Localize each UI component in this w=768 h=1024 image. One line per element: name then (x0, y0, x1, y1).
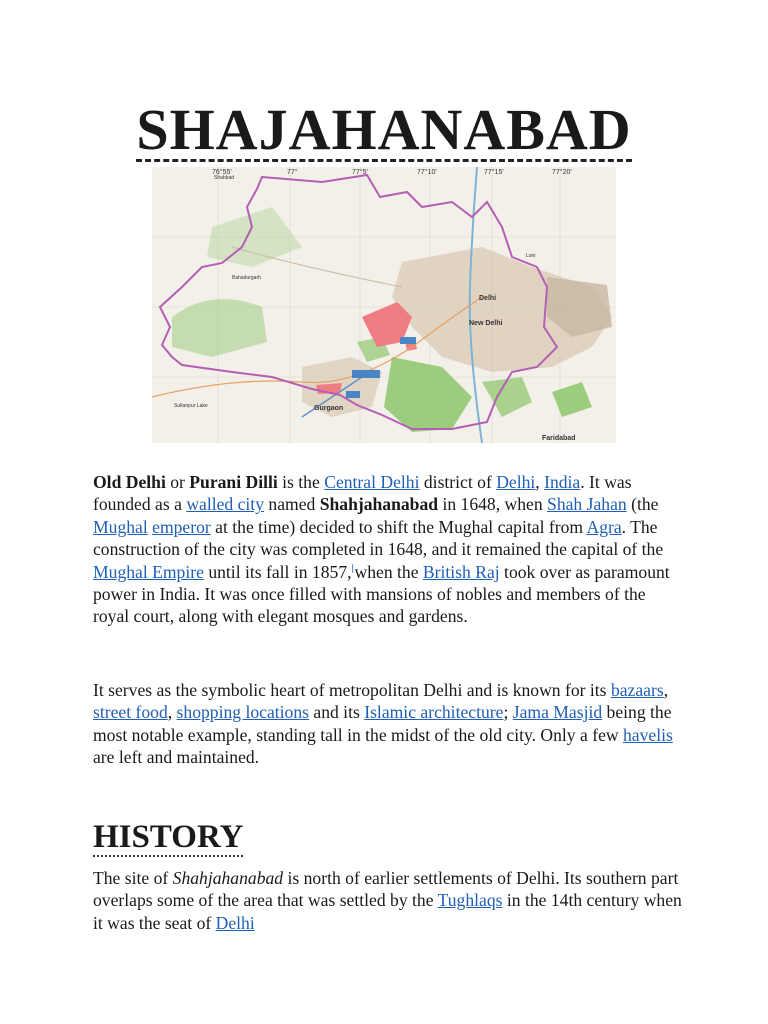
text-run: when the (354, 561, 423, 582)
text-run: . The construction of the city was completed in 1648, and it remained the capital of the (93, 516, 664, 560)
text-run: , (535, 472, 545, 492)
place-label-loni: Loni (526, 253, 536, 259)
text-run: . It was founded as a (93, 472, 632, 515)
link-central-delhi[interactable]: Central Delhi (324, 472, 420, 492)
bold-term: Old Delhi (93, 472, 166, 492)
link-jama-masjid[interactable]: Jama Masjid (512, 702, 603, 723)
intro-paragraph (93, 471, 683, 628)
link-walled-city[interactable]: walled city (186, 494, 264, 515)
link-agra[interactable]: Agra (586, 516, 622, 537)
link-street-food[interactable]: street food (93, 702, 168, 723)
link-shah-jahan[interactable]: Shah Jahan (547, 494, 627, 515)
text-run: at the time) decided to shift the Mughal capital from (210, 516, 587, 537)
text-run: (the (626, 494, 659, 515)
link-shopping-locations[interactable]: shopping locations (176, 702, 309, 723)
text-run: is the (277, 472, 325, 492)
link-delhi[interactable]: Delhi (496, 472, 536, 492)
text-run: took over as paramount power in India. It was once filled with mansions of nobles and members of the royal court, along with elegant mosques and gardens. (93, 561, 670, 627)
link-bazaars[interactable]: bazaars (610, 680, 664, 700)
history-paragraph (93, 867, 683, 934)
text-run: , (663, 680, 669, 700)
link-emperor[interactable]: emperor (152, 516, 211, 537)
delhi-map-image (152, 167, 616, 443)
italic-term: Shahjahanabad (172, 868, 284, 888)
link-tughlaqs[interactable]: Tughlaqs (437, 890, 503, 911)
place-label-sultanpur: Sultanpur Lake (174, 403, 208, 409)
footnote-marker[interactable]: [ (351, 562, 355, 573)
link-india[interactable]: India (544, 472, 581, 492)
lon-label: 77°5' (352, 169, 368, 176)
page-title-text: SHAJAHANABAD (136, 97, 632, 162)
lon-label: 77°10' (417, 169, 437, 176)
lon-label: 77°15' (484, 169, 504, 176)
place-label-faridabad: Faridabad (542, 435, 576, 442)
place-label-bahadurgarh: Bahadurgarh (232, 275, 261, 281)
text-run: ; (503, 702, 513, 723)
text-run: and its (308, 702, 365, 723)
text-run: district of (419, 472, 497, 492)
text-run: are left and maintained. (93, 747, 260, 768)
link-delhi-sultanate[interactable]: Delhi (215, 912, 255, 933)
history-heading (93, 818, 243, 856)
text-run: or (165, 472, 190, 492)
delhi-map-svg (152, 167, 616, 443)
link-mughal-empire[interactable]: Mughal Empire (93, 561, 204, 582)
text-run: , (167, 702, 177, 723)
text-run: in the 14th century when it was the seat of (93, 890, 682, 933)
place-label-delhi: Delhi (479, 295, 497, 302)
place-label-gurgaon: Gurgaon (314, 405, 344, 412)
place-label-shahbad: Shahbad (214, 175, 235, 181)
text-run: is north of earlier settlements of Delhi. Its southern part overlaps some of the area that was settled by the (93, 868, 679, 911)
text-run: named (264, 494, 320, 515)
lon-label: 77° (287, 169, 298, 176)
page-title (0, 98, 768, 162)
lon-label: 76°55' (212, 169, 232, 176)
bold-term: Purani Dilli (189, 472, 278, 492)
link-british-raj[interactable]: British Raj (422, 561, 500, 582)
text-run: It serves as the symbolic heart of metropolitan Delhi and is known for its (93, 680, 611, 700)
second-paragraph (93, 679, 683, 769)
lon-label: 77°20' (552, 169, 572, 176)
text-run: in 1648, when (438, 494, 548, 515)
text-run: being the most notable example, standing tall in the midst of the old city. Only a few (93, 702, 672, 745)
link-islamic-architecture[interactable]: Islamic architecture (364, 702, 504, 723)
link-mughal[interactable]: Mughal (93, 516, 148, 537)
history-heading-text: HISTORY (93, 819, 244, 855)
link-havelis[interactable]: havelis (623, 724, 673, 745)
text-run: until its fall in 1857, (203, 561, 352, 582)
bold-term: Shahjahanabad (319, 494, 439, 515)
text-run: The site of (93, 868, 173, 888)
place-label-new-delhi: New Delhi (469, 320, 503, 327)
